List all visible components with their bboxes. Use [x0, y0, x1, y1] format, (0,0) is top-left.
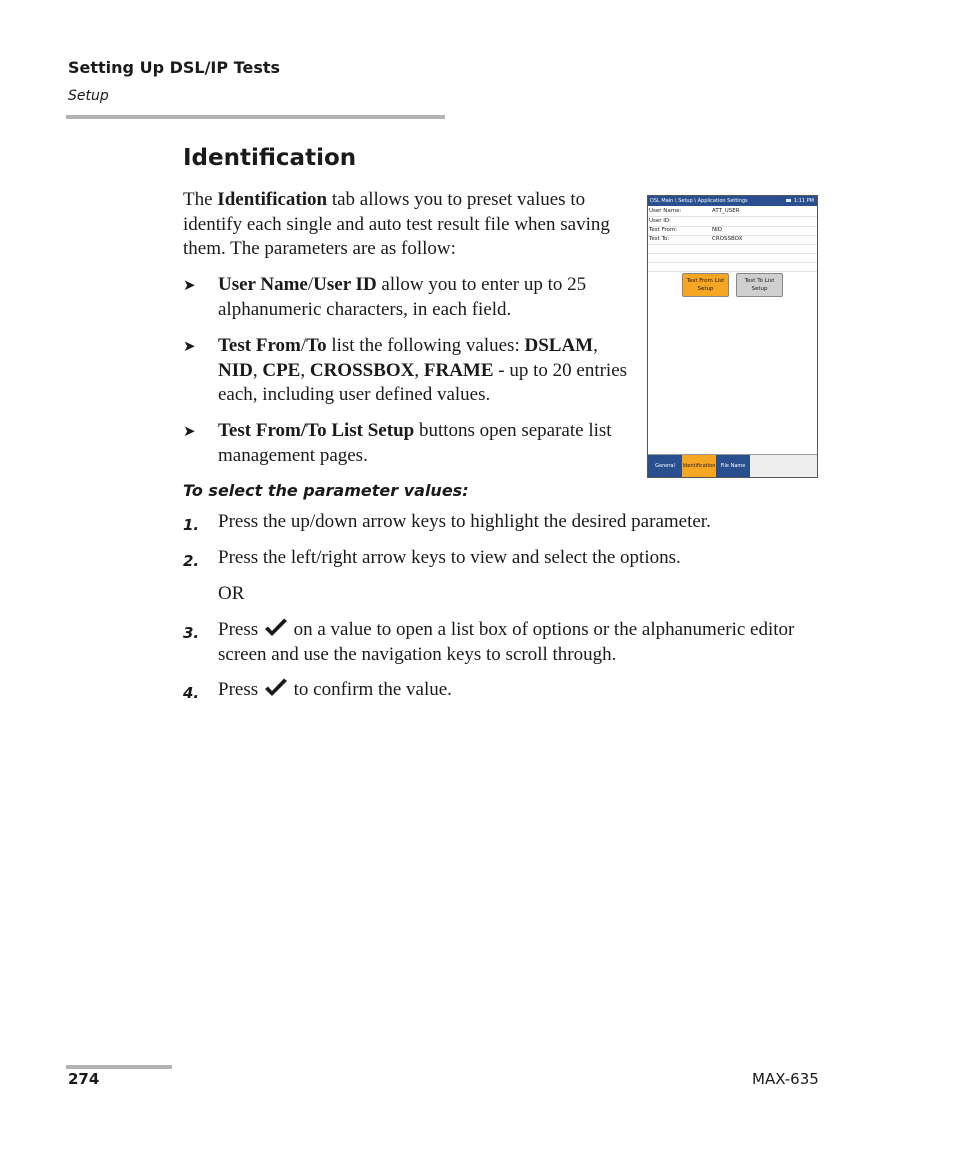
checkmark-icon — [263, 618, 289, 638]
or-separator: OR — [218, 583, 245, 604]
field-value: CROSSBOX — [712, 236, 743, 242]
bullet-item — [183, 419, 633, 468]
bold-term: CPE — [262, 359, 301, 381]
procedure-step — [183, 510, 823, 535]
bullet-text: / — [300, 335, 307, 356]
procedure-step — [183, 618, 823, 667]
test-to-list-setup-button[interactable]: Test To List Setup — [736, 273, 783, 297]
tab-file-name[interactable]: File Name — [716, 455, 750, 478]
procedure-title: To select the parameter values: — [183, 481, 469, 500]
empty-row — [648, 262, 817, 272]
bold-term: User Name — [218, 274, 308, 295]
device-titlebar — [648, 196, 817, 206]
step-text: Press the left/right arrow keys to view and select the options. — [218, 547, 681, 568]
field-label: Test To: — [649, 236, 670, 242]
bullet-text: , — [300, 359, 310, 381]
tab-identification[interactable]: Identification — [682, 455, 716, 478]
procedure-step — [183, 546, 823, 571]
step-text: Press — [218, 619, 263, 640]
section-heading: Identification — [183, 145, 357, 171]
step-text: to confirm the value. — [288, 679, 452, 700]
field-value: ATT_USER — [712, 208, 740, 214]
page-number: 274 — [68, 1070, 100, 1088]
bullet-text: , — [414, 359, 424, 381]
field-label: User Name: — [649, 208, 682, 214]
tab-general[interactable]: General — [648, 455, 682, 478]
step-text: on a value to open a list box of options or the alphanumeric editor screen and use the navigation keys to scroll through. — [218, 619, 795, 665]
bold-term: FRAME — [423, 359, 494, 381]
field-label: User ID: — [649, 218, 671, 224]
bullet-item — [183, 334, 633, 408]
footer-divider — [66, 1065, 172, 1069]
bullet-text: allow you to enter up to 25 alphanumeric characters, in each field. — [218, 274, 587, 320]
bold-term: Test From/To List Setup — [218, 420, 415, 441]
battery-icon — [786, 199, 791, 202]
step-number: 2. — [183, 552, 200, 570]
intro-paragraph — [183, 188, 633, 262]
bold-term: NID — [218, 359, 253, 381]
device-screenshot — [647, 195, 818, 478]
bullet-text: list the following values: — [326, 335, 525, 356]
field-row-user-name[interactable] — [648, 207, 817, 217]
device-breadcrumb: DSL Main \ Setup \ Application Settings — [650, 198, 748, 204]
section-subtitle: Setup — [68, 88, 109, 104]
bullet-text: / — [307, 274, 314, 295]
bold-term: Test From — [218, 335, 301, 356]
arrowhead-bullet-icon: ➤ — [183, 339, 196, 355]
header-divider — [66, 115, 445, 119]
intro-bold-term: Identification — [217, 189, 328, 210]
intro-text: tab allows you to preset values to identify each single and auto test result file when saving them. The parameters are as follow: — [183, 189, 610, 259]
step-number: 1. — [183, 516, 200, 534]
bullet-text: - up to 20 entries each, including user defined values. — [218, 359, 628, 405]
bold-term: CROSSBOX — [309, 359, 415, 381]
step-text: Press — [218, 679, 263, 700]
chapter-title: Setting Up DSL/IP Tests — [68, 58, 281, 77]
step-number: 3. — [183, 624, 200, 642]
step-text: Press the up/down arrow keys to highlight the desired parameter. — [218, 511, 711, 532]
arrowhead-bullet-icon: ➤ — [183, 424, 196, 440]
device-clock: 1:11 PM — [793, 198, 814, 204]
bullet-text: buttons open separate list management pages. — [218, 420, 612, 466]
product-name: MAX-635 — [752, 1070, 819, 1088]
arrowhead-bullet-icon: ➤ — [183, 278, 196, 294]
bold-term: User ID — [313, 274, 377, 295]
device-tab-bar — [648, 454, 817, 478]
checkmark-icon — [263, 678, 289, 698]
field-value: NID — [712, 227, 722, 233]
bold-term: DSLAM — [524, 335, 594, 356]
bullet-item — [183, 273, 633, 322]
intro-text: The — [183, 189, 218, 210]
test-from-list-setup-button[interactable]: Test From List Setup — [682, 273, 729, 297]
bold-term: To — [306, 335, 327, 356]
field-label: Test From: — [649, 227, 678, 233]
bullet-text: , — [252, 359, 263, 381]
procedure-step — [183, 678, 823, 703]
step-number: 4. — [183, 684, 200, 702]
bullet-text: , — [593, 335, 598, 356]
